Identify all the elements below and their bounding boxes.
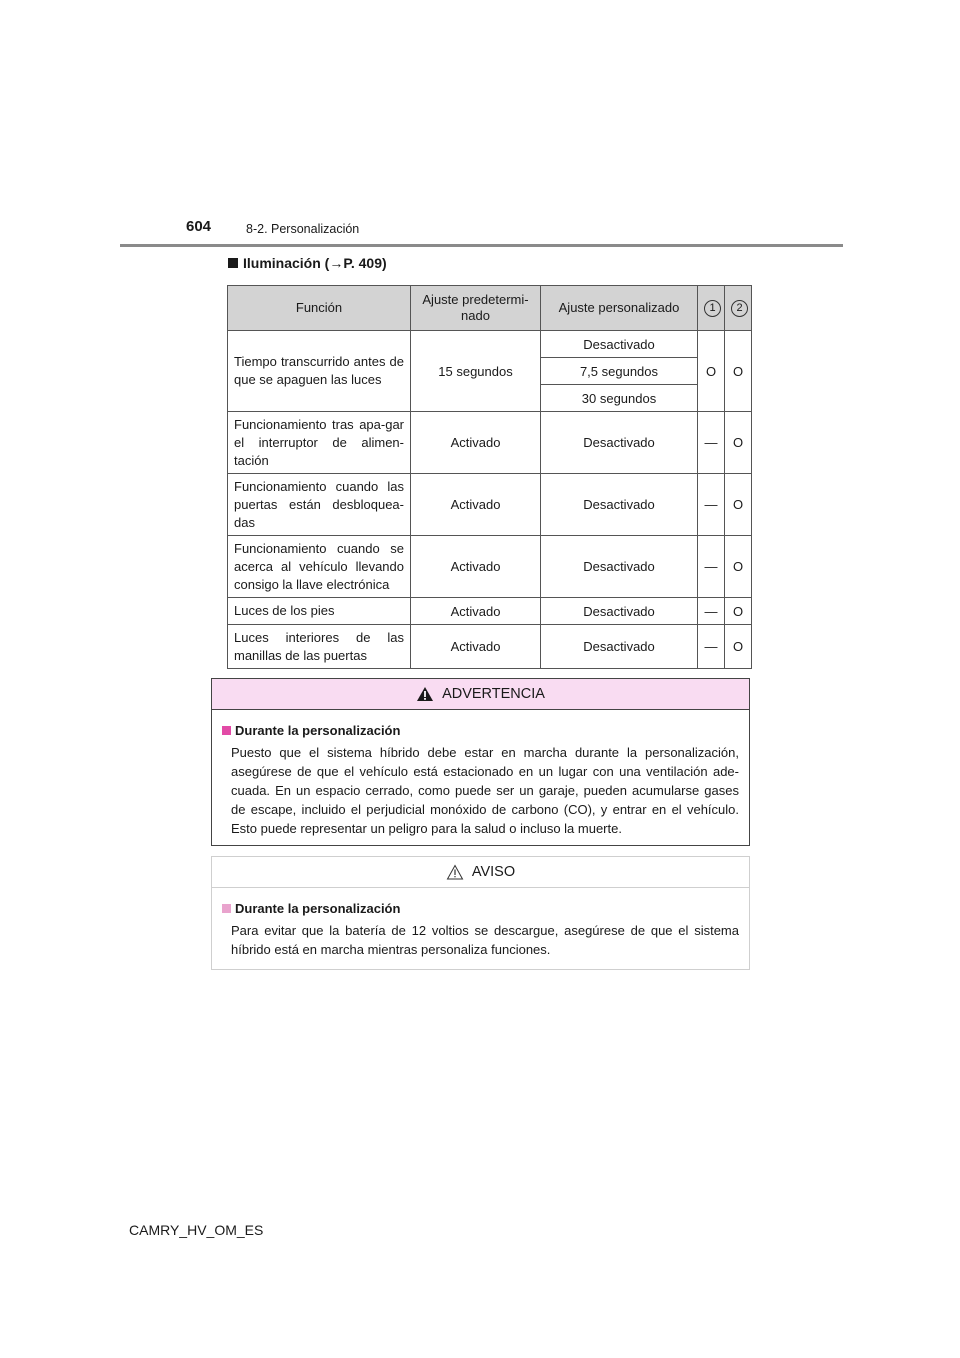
row-custom: Desactivado bbox=[541, 536, 698, 598]
caution-triangle-icon bbox=[446, 864, 464, 880]
table-row bbox=[228, 625, 752, 669]
row-default: Activado bbox=[411, 625, 541, 669]
row-col-2: O bbox=[725, 598, 752, 625]
row-custom: 30 segundos bbox=[541, 385, 698, 412]
row-default: Activado bbox=[411, 412, 541, 474]
warning-box bbox=[211, 678, 750, 846]
row-default: Activado bbox=[411, 536, 541, 598]
footer-code: CAMRY_HV_OM_ES bbox=[129, 1222, 264, 1238]
notice-header bbox=[212, 857, 749, 888]
settings-table bbox=[227, 285, 752, 669]
row-default: Activado bbox=[411, 474, 541, 536]
warning-text: Puesto que el sistema híbrido debe estar en marcha durante la personalización, asegúrese de que el vehículo está estacionado en un lugar con una ventilación ade-cuada. En un espacio cerrado, como puede ser un garaje, pueden acumularse gases de escape, incluido el perjudicial monóxido de carbono (CO), y entrar en el vehículo. Esto puede representar un peligro para la salud o incluso la muerte. bbox=[231, 745, 739, 836]
notice-subheading bbox=[222, 901, 739, 916]
notice-title: AVISO bbox=[471, 864, 516, 880]
row-col-2: O bbox=[725, 412, 752, 474]
row-col-1: — bbox=[698, 412, 725, 474]
square-bullet-icon bbox=[222, 904, 231, 913]
row-custom: Desactivado bbox=[541, 625, 698, 669]
circled-number-1: 1 bbox=[704, 300, 721, 317]
row-custom: Desactivado bbox=[541, 474, 698, 536]
circled-number-2: 2 bbox=[731, 300, 748, 317]
notice-text: Para evitar que la batería de 12 voltios se descargue, asegúrese de que el sistema híbrido está en marcha mientras personaliza funciones. bbox=[231, 923, 739, 957]
row-function: Funcionamiento tras apa-gar el interruptor de alimen-tación bbox=[228, 412, 411, 474]
header-default: Ajuste predetermi-nado bbox=[411, 286, 541, 331]
header-col-1 bbox=[698, 286, 725, 331]
row-col-2: O bbox=[725, 331, 752, 412]
row-default: Activado bbox=[411, 598, 541, 625]
header-divider bbox=[120, 244, 843, 247]
row-col-2: O bbox=[725, 625, 752, 669]
illumination-heading-text: Iluminación (→P. 409) bbox=[243, 255, 387, 271]
row-col-2: O bbox=[725, 474, 752, 536]
row-function: Funcionamiento cuando las puertas están desbloquea-das bbox=[228, 474, 411, 536]
row-custom: Desactivado bbox=[541, 412, 698, 474]
table-row bbox=[228, 331, 752, 358]
notice-subheading-text: Durante la personalización bbox=[235, 901, 401, 916]
square-bullet-icon bbox=[228, 258, 238, 268]
row-default: 15 segundos bbox=[411, 331, 541, 412]
header-custom: Ajuste personalizado bbox=[541, 286, 698, 331]
row-custom: 7,5 segundos bbox=[541, 358, 698, 385]
warning-subheading-text: Durante la personalización bbox=[235, 723, 401, 738]
notice-box bbox=[211, 856, 750, 970]
row-col-1: O bbox=[698, 331, 725, 412]
row-col-1: — bbox=[698, 474, 725, 536]
row-custom: Desactivado bbox=[541, 331, 698, 358]
table-row bbox=[228, 474, 752, 536]
row-function: Funcionamiento cuando se acerca al vehículo llevando consigo la llave electrónica bbox=[228, 536, 411, 598]
row-col-1: — bbox=[698, 625, 725, 669]
row-function: Tiempo transcurrido antes de que se apaguen las luces bbox=[228, 331, 411, 412]
table-header-row bbox=[228, 286, 752, 331]
table-row bbox=[228, 412, 752, 474]
row-function: Luces de los pies bbox=[228, 598, 411, 625]
table-row bbox=[228, 598, 752, 625]
page-number: 604 bbox=[186, 218, 212, 235]
row-custom: Desactivado bbox=[541, 598, 698, 625]
header-col-2 bbox=[725, 286, 752, 331]
table-row bbox=[228, 536, 752, 598]
row-col-2: O bbox=[725, 536, 752, 598]
row-col-1: — bbox=[698, 536, 725, 598]
header-function: Función bbox=[228, 286, 411, 331]
warning-subheading bbox=[222, 723, 739, 738]
section-title: 8-2. Personalización bbox=[246, 222, 360, 236]
warning-header bbox=[212, 679, 749, 710]
square-bullet-icon bbox=[222, 726, 231, 735]
row-function: Luces interiores de las manillas de las puertas bbox=[228, 625, 411, 669]
warning-title: ADVERTENCIA bbox=[442, 686, 545, 702]
row-col-1: — bbox=[698, 598, 725, 625]
illumination-heading bbox=[228, 255, 387, 271]
warning-triangle-icon bbox=[416, 686, 434, 702]
